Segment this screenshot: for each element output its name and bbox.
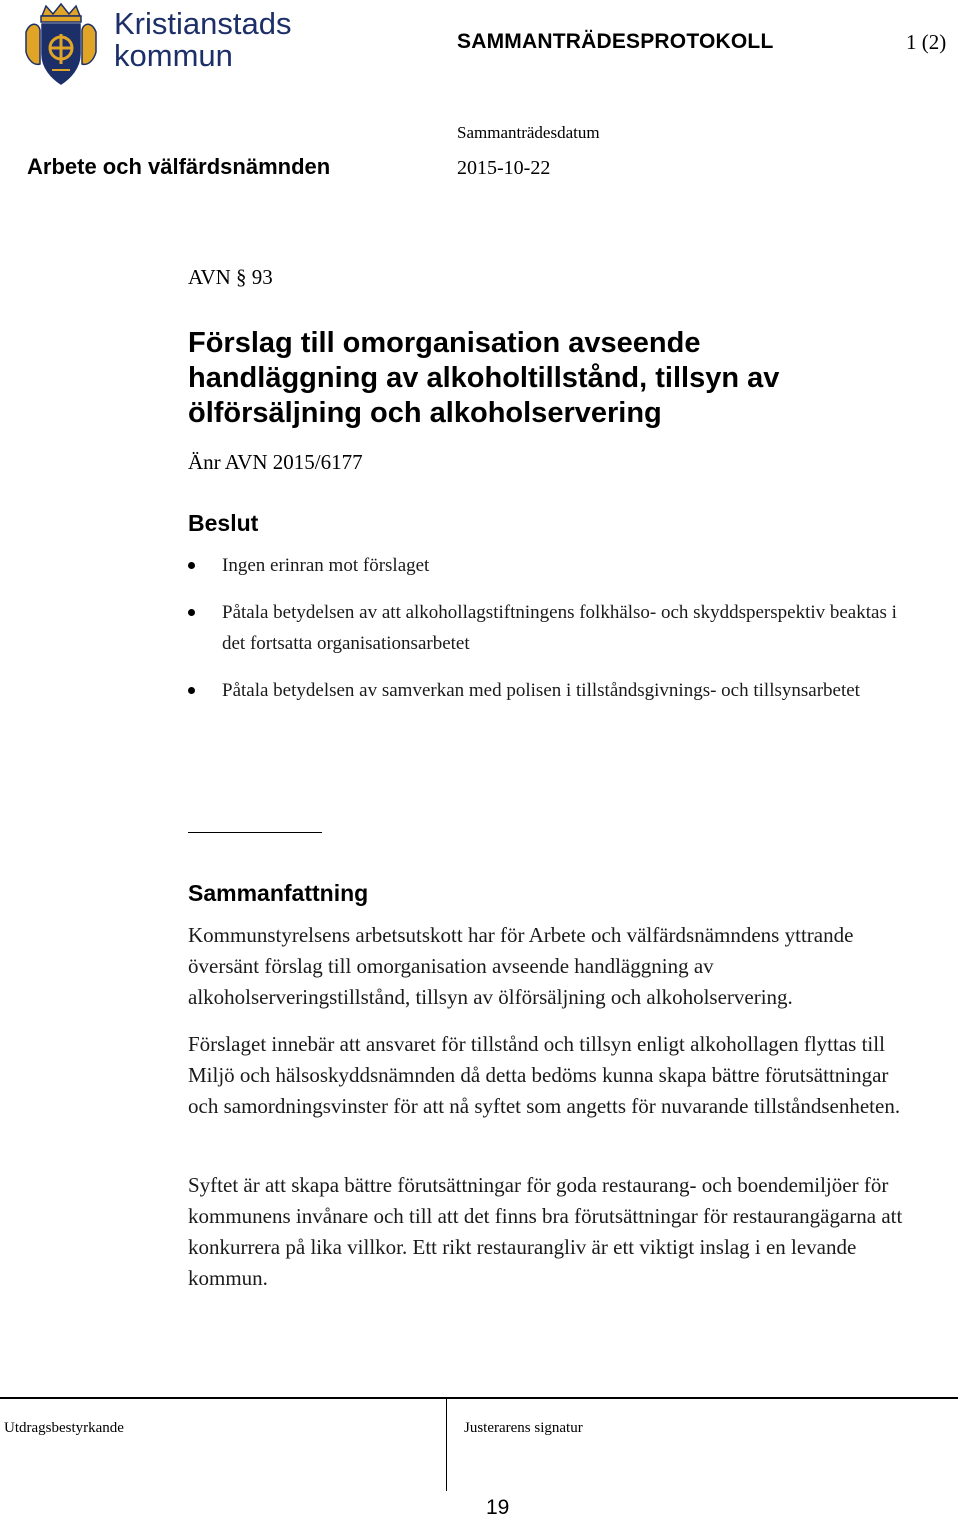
summary-heading: Sammanfattning [188, 880, 369, 906]
municipality-logo [22, 2, 302, 88]
decision-heading: Beslut [188, 510, 259, 536]
date-label: Sammanträdesdatum [457, 123, 600, 142]
summary-paragraph: Syftet är att skapa bättre förutsättningar för goda restaurang- och boendemiljöer för kommunens invånare och till att det finns bra förutsättningar för restaurangägarna att konkurrera på lika villkor. Ett rikt restaurangliv är ett viktigt inslag i en levande kommun. [188, 1173, 903, 1290]
organization-name-line2: kommun [114, 38, 233, 73]
decision-item: Ingen erinran mot förslaget [188, 550, 908, 581]
decision-list [188, 550, 908, 722]
footer-rule [0, 1397, 958, 1399]
page-number: 19 [486, 1496, 510, 1519]
paragraph-reference: AVN § 93 [188, 265, 273, 289]
decision-item: Påtala betydelsen av att alkohollagstiftningens folkhälso- och skyddsperspektiv beaktas i det fortsatta organisationsarbetet [188, 597, 908, 659]
section-title: Förslag till omorganisation avseende handläggning av alkoholtillstånd, tillsyn av ölförsäljning och alkoholservering [188, 327, 780, 429]
adjuster-signature-label: Justerarens signatur [464, 1420, 583, 1436]
section-divider [188, 832, 322, 833]
summary-paragraph: Kommunstyrelsens arbetsutskott har för Arbete och välfärdsnämndens yttrande översänt förslag till omorganisation avseende handläggning av alkoholserveringstillstånd, tillsyn av ölförsäljning och alkoholservering. [188, 923, 854, 1009]
certification-label: Utdragsbestyrkande [4, 1420, 124, 1436]
decision-item: Påtala betydelsen av samverkan med polisen i tillståndsgivnings- och tillsynsarbetet [188, 675, 908, 706]
page-indicator: 1 (2) [906, 30, 947, 54]
case-number: Änr AVN 2015/6177 [188, 450, 363, 474]
organization-name-line1: Kristianstads [114, 6, 292, 41]
summary-paragraph: Förslaget innebär att ansvaret för tillstånd och tillsyn enligt alkohollagen flyttas till Miljö och hälsoskyddsnämnden då detta bedöms kunna skapa bättre förutsättningar och samordningsvinster för att nå syftet som angetts för nuvarande tillståndsenheten. [188, 1032, 901, 1118]
committee-name: Arbete och välfärdsnämnden [27, 154, 331, 179]
document-type: SAMMANTRÄDESPROTOKOLL [457, 30, 774, 53]
meeting-date: 2015-10-22 [457, 157, 551, 179]
footer-divider [446, 1399, 447, 1491]
coat-of-arms-icon [22, 2, 100, 88]
